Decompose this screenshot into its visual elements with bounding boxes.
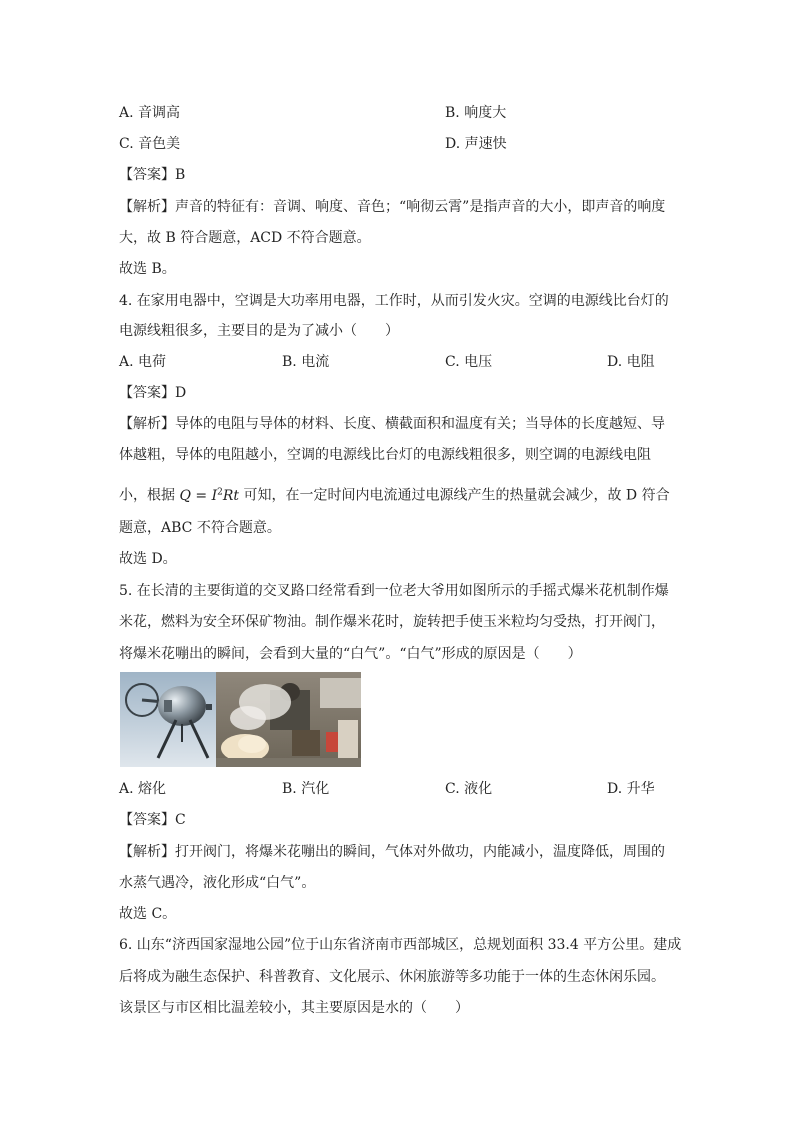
q4-stem-line-2: 电源线粗很多，主要目的是为了减小（ ） [119, 323, 399, 339]
q4-analysis-line-4: 题意，ABC 不符合题意。 [119, 520, 281, 536]
q3-option-c: C. 音色美 [119, 136, 181, 152]
q3-answer: 【答案】B [119, 167, 186, 183]
q5-stem-line-1: 5. 在长清的主要街道的交叉路口经常看到一位老大爷用如图所示的手摇式爆米花机制作爆 [119, 583, 669, 599]
q5-analysis-line-1: 【解析】打开阀门，将爆米花嘣出的瞬间，气体对外做功，内能减小，温度降低，周围的 [119, 844, 665, 860]
q5-option-a: A. 熔化 [119, 781, 167, 797]
q6-stem-line-3: 该景区与市区相比温差较小，其主要原因是水的（ ） [119, 1000, 469, 1016]
q5-option-c: C. 液化 [445, 781, 493, 797]
q4-option-a: A. 电荷 [119, 354, 167, 370]
q5-stem-line-3: 将爆米花嘣出的瞬间，会看到大量的“白气”。“白气”形成的原因是（ ） [119, 646, 582, 662]
q3-analysis-line-2: 大，故 B 符合题意，ACD 不符合题意。 [119, 230, 371, 246]
q4-stem-line-1: 4. 在家用电器中，空调是大功率用电器，工作时，从而引发火灾。空调的电源线比台灯的 [119, 293, 669, 309]
q6-stem-line-2: 后将成为融生态保护、科普教育、文化展示、休闲旅游等多功能于一体的生态休闲乐园。 [119, 969, 665, 985]
q4-option-c: C. 电压 [445, 354, 493, 370]
q3-analysis-line-1: 【解析】声音的特征有：音调、响度、音色；“响彻云霄”是指声音的大小，即声音的响度 [119, 199, 666, 215]
q5-answer: 【答案】C [119, 812, 186, 828]
q4-option-d: D. 电阻 [607, 354, 655, 370]
q4-analysis-line-1: 【解析】导体的电阻与导体的材料、长度、横截面积和温度有关；当导体的长度越短、导 [119, 416, 665, 432]
q5-analysis-line-2: 水蒸气遇冷，液化形成“白气”。 [119, 875, 316, 891]
joule-law-formula: $Q = I^2Rt$ [179, 487, 240, 504]
q4-answer: 【答案】D [119, 385, 187, 401]
q3-option-a: A. 音调高 [119, 105, 181, 121]
q4-analysis-line-2: 体越粗，导体的电阻越小，空调的电源线比台灯的电源线粗很多，则空调的电源线电阻 [119, 447, 651, 463]
q4-option-b: B. 电流 [282, 354, 330, 370]
q3-option-d: D. 声速快 [445, 136, 507, 152]
q4-analysis-line-3: 小，根据 $Q = I^2Rt$ 可知，在一定时间内电流通过电源线产生的热量就会减少，故 D 符合 [119, 487, 670, 504]
q5-stem-line-2: 米花，燃料为安全环保矿物油。制作爆米花时，旋转把手使玉米粒均匀受热，打开阀门， [119, 614, 665, 630]
q5-option-b: B. 汽化 [282, 781, 330, 797]
q4-conclusion: 故选 D。 [119, 551, 177, 567]
q5-conclusion: 故选 C。 [119, 906, 177, 922]
q5-option-d: D. 升华 [607, 781, 655, 797]
q6-stem-line-1: 6. 山东“济西国家湿地公园”位于山东省济南市西部城区，总规划面积 33.4 平方公里。建成 [119, 937, 682, 953]
popcorn-machine-photo [120, 672, 361, 767]
q3-option-b: B. 响度大 [445, 105, 507, 121]
q3-conclusion: 故选 B。 [119, 261, 176, 277]
popcorn-machine-illustration [120, 672, 361, 767]
